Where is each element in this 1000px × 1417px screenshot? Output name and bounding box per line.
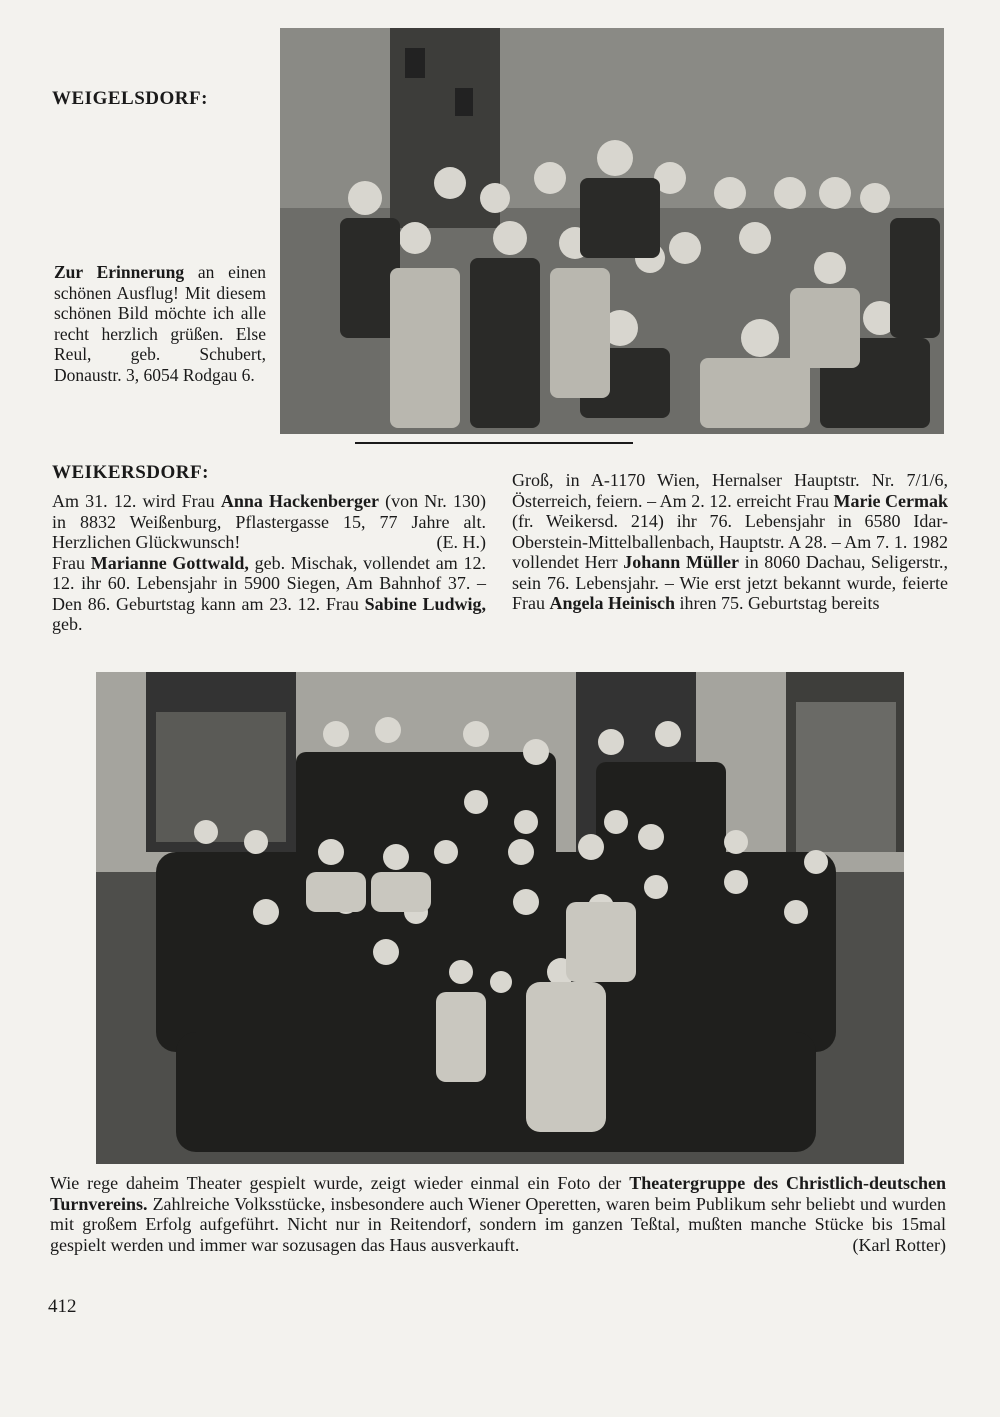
text: (von Nr. 130) in 8832 Weißenburg, Pflastergasse 15, 77 Jahre alt. Herzlichen Glückwunsch! <box>52 491 486 552</box>
name-gottwald: Marianne Gottwald, <box>90 552 249 573</box>
weigelsdorf-caption <box>54 262 266 385</box>
weikersdorf-heading: WEIKERSDORF: <box>52 462 209 483</box>
name-heinisch: Angela Heinisch <box>549 593 676 613</box>
text: Wie rege daheim Theater gespielt wurde, zeigt wieder einmal ein Foto der <box>50 1173 630 1193</box>
name-ludwig: Sabine Ludwig, <box>364 593 486 614</box>
photo-credit: (Karl Rotter) <box>852 1234 946 1255</box>
theater-group-photo <box>96 672 904 1164</box>
group-photo-children <box>280 28 944 434</box>
name-mueller: Johann Müller <box>623 552 739 572</box>
paragraph-hackenberger <box>52 491 486 553</box>
paragraph-gottwald <box>52 553 486 635</box>
weikersdorf-column-left <box>52 491 486 635</box>
children-photo-illustration <box>280 28 944 434</box>
theater-caption <box>50 1173 946 1255</box>
text: in 8060 Dachau, Seligerstr., sein 76. Lebensjahr. – Wie erst jetzt bekannt wurde, feierte Frau <box>512 552 948 613</box>
paragraph-continued <box>512 470 948 614</box>
caption-text: an einen schönen Ausflug! Mit diesem schönen Bild möchte ich alle recht herzlich grüßen. Else Reul, geb. Schubert, Donaustr. 3, 6054 Rodgau 6. <box>54 262 266 385</box>
signature: (E. H.) <box>436 532 486 552</box>
text: Frau <box>52 552 91 573</box>
text: Am 31. 12. wird Frau <box>52 491 221 511</box>
name-cermak: Marie Cermak <box>833 490 949 511</box>
caption-lead: Zur Erinnerung <box>54 262 185 282</box>
section-divider <box>355 442 633 444</box>
weigelsdorf-heading: WEIGELSDORF: <box>52 88 208 109</box>
text: (fr. Weikersd. 214) ihr 76. Lebensjahr in 6580 Idar-Oberstein-Mittelballenbach, Hauptstr. A 28. – Am 7. 1. 1982 vollendet Herr <box>512 511 948 572</box>
weikersdorf-column-right <box>512 470 948 614</box>
text: geb. <box>52 614 83 634</box>
text: geb. Mischak, vollendet am 12. 12. ihr 60. Lebensjahr in 5900 Siegen, Am Bahnhof 37. – Den 86. Geburtstag kann am 23. 12. Frau <box>52 552 486 614</box>
group-name: Theatergruppe des Christlich-deutschen Turnvereins. <box>50 1173 947 1214</box>
page-number: 412 <box>48 1296 77 1317</box>
text: Groß, in A-1170 Wien, Hernalser Hauptstr. Nr. 7/1/6, Österreich, feiern. – Am 2. 12. erreicht Frau <box>512 470 948 511</box>
theater-photo-illustration <box>96 672 904 1164</box>
text: ihren 75. Geburtstag bereits <box>675 593 880 613</box>
name-hackenberger: Anna Hackenberger <box>220 491 379 511</box>
text: Zahlreiche Volksstücke, insbesondere auch Wiener Operetten, waren beim Publikum sehr beliebt und wurden mit großem Erfolg aufgeführt. Nicht nur in Reitendorf, sondern im ganzen Teßtal, mußten manche Stücke bis 15mal gespielt werden und immer war sozusagen das Haus ausverkauft. <box>50 1193 946 1255</box>
